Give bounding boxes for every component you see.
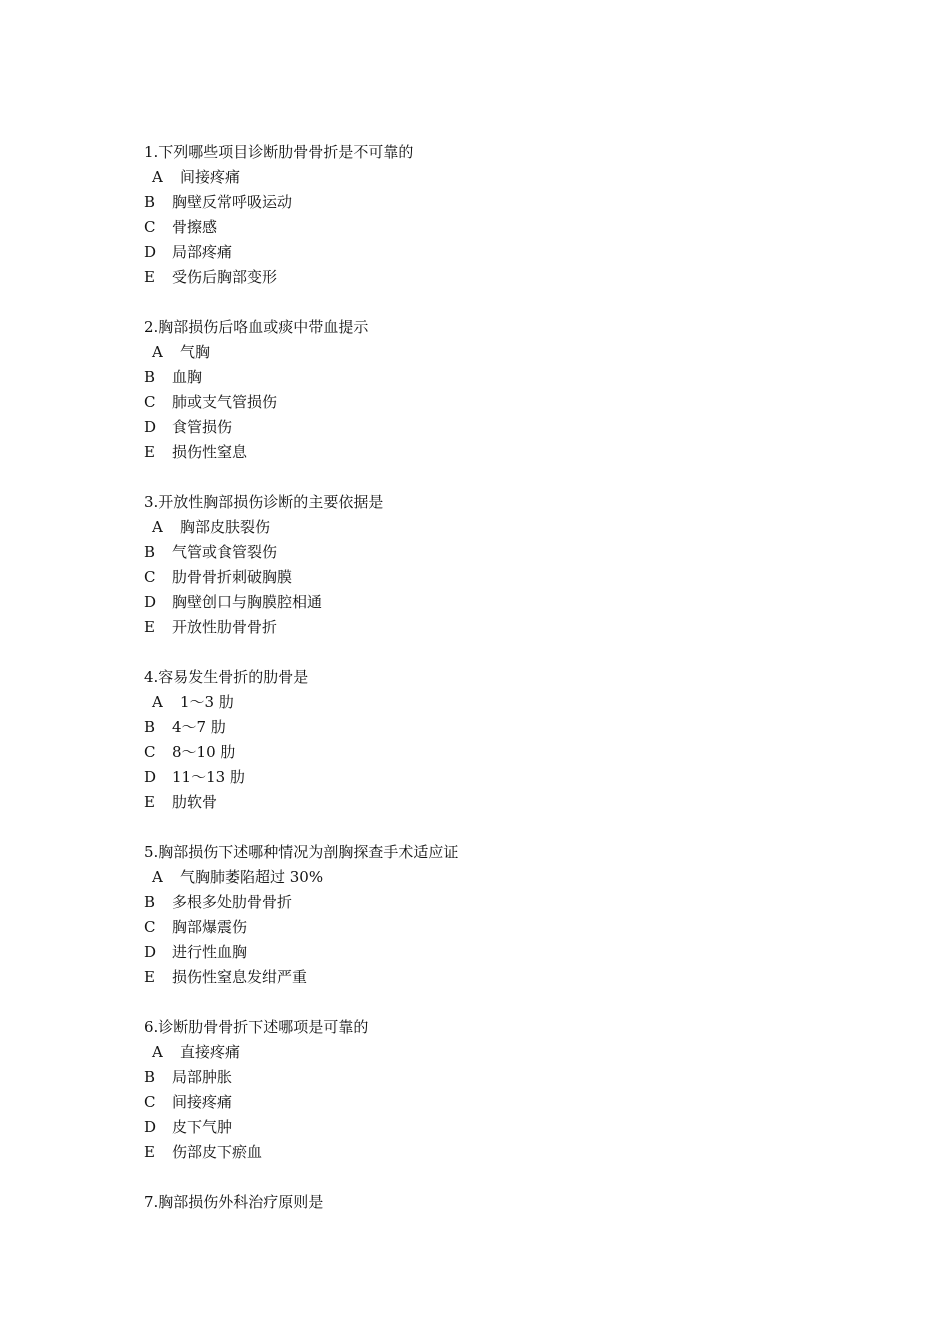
option-letter: B — [144, 368, 156, 386]
option-letter: E — [144, 618, 155, 636]
option-e — [144, 440, 844, 465]
option-text: 伤部皮下瘀血 — [172, 1143, 263, 1161]
option-text: 开放性肋骨骨折 — [172, 618, 278, 636]
option-letter: C — [144, 918, 156, 936]
option-letter: E — [144, 268, 155, 286]
option-text: 局部疼痛 — [172, 243, 233, 261]
question-item — [144, 140, 844, 290]
option-d — [144, 415, 844, 440]
option-text: 间接疼痛 — [172, 1093, 233, 1111]
option-text: 胸部皮肤裂伤 — [180, 518, 271, 536]
option-letter: C — [144, 568, 156, 586]
option-letter: E — [144, 793, 155, 811]
option-e — [144, 615, 844, 640]
question-stem: 5.胸部损伤下述哪种情况为剖胸探查手术适应证 — [144, 843, 459, 861]
option-letter: E — [144, 443, 155, 461]
option-text: 胸部爆震伤 — [172, 918, 248, 936]
option-letter: D — [144, 418, 157, 436]
option-b — [144, 190, 844, 215]
option-letter: D — [144, 243, 157, 261]
option-e — [144, 790, 844, 815]
option-text: 损伤性窒息 — [172, 443, 248, 461]
option-text: 肋骨骨折刺破胸膜 — [172, 568, 293, 586]
option-text: 肋软骨 — [172, 793, 218, 811]
question-item — [144, 1015, 844, 1165]
option-letter: C — [144, 743, 156, 761]
option-text: 4～7 肋 — [172, 718, 226, 736]
option-letter: A — [152, 1043, 163, 1061]
option-b — [144, 890, 844, 915]
option-text: 多根多处肋骨骨折 — [172, 893, 293, 911]
question-item — [144, 1190, 844, 1215]
option-letter: C — [144, 393, 156, 411]
option-text: 胸壁反常呼吸运动 — [172, 193, 293, 211]
option-a — [144, 690, 844, 715]
option-letter: B — [144, 893, 156, 911]
question-stem: 6.诊断肋骨骨折下述哪项是可靠的 — [144, 1018, 369, 1036]
option-text: 胸壁创口与胸膜腔相通 — [172, 593, 323, 611]
option-letter: D — [144, 593, 157, 611]
option-letter: E — [144, 1143, 155, 1161]
question-stem: 2.胸部损伤后咯血或痰中带血提示 — [144, 318, 369, 336]
option-c — [144, 740, 844, 765]
option-c — [144, 215, 844, 240]
option-text: 8～10 肋 — [172, 743, 236, 761]
option-text: 气胸 — [180, 343, 211, 361]
option-letter: D — [144, 1118, 157, 1136]
option-a — [144, 515, 844, 540]
question-item — [144, 840, 844, 990]
option-c — [144, 1090, 844, 1115]
question-item — [144, 665, 844, 815]
option-letter: E — [144, 968, 155, 986]
option-a — [144, 1040, 844, 1065]
question-stem: 1.下列哪些项目诊断肋骨骨折是不可靠的 — [144, 143, 414, 161]
option-text: 气胸肺萎陷超过 30% — [180, 868, 324, 886]
option-letter: B — [144, 1068, 156, 1086]
option-letter: C — [144, 1093, 156, 1111]
option-text: 血胸 — [172, 368, 203, 386]
option-d — [144, 590, 844, 615]
option-text: 1～3 肋 — [180, 693, 234, 711]
question-stem: 3.开放性胸部损伤诊断的主要依据是 — [144, 493, 384, 511]
question-stem: 7.胸部损伤外科治疗原则是 — [144, 1193, 324, 1211]
question-item — [144, 490, 844, 640]
option-text: 气管或食管裂伤 — [172, 543, 278, 561]
option-letter: A — [152, 693, 163, 711]
option-letter: D — [144, 768, 157, 786]
question-stem: 4.容易发生骨折的肋骨是 — [144, 668, 309, 686]
option-letter: B — [144, 543, 156, 561]
option-letter: B — [144, 193, 156, 211]
option-text: 进行性血胸 — [172, 943, 248, 961]
option-c — [144, 915, 844, 940]
option-letter: B — [144, 718, 156, 736]
question-list — [144, 140, 844, 1240]
option-b — [144, 365, 844, 390]
option-letter: A — [152, 343, 163, 361]
option-letter: D — [144, 943, 157, 961]
option-text: 直接疼痛 — [180, 1043, 241, 1061]
option-e — [144, 1140, 844, 1165]
option-d — [144, 240, 844, 265]
option-text: 食管损伤 — [172, 418, 233, 436]
option-d — [144, 1115, 844, 1140]
option-letter: A — [152, 168, 163, 186]
option-b — [144, 1065, 844, 1090]
option-e — [144, 265, 844, 290]
option-text: 皮下气肿 — [172, 1118, 233, 1136]
option-b — [144, 540, 844, 565]
option-letter: A — [152, 518, 163, 536]
option-text: 间接疼痛 — [180, 168, 241, 186]
option-text: 损伤性窒息发绀严重 — [172, 968, 308, 986]
option-text: 受伤后胸部变形 — [172, 268, 278, 286]
option-b — [144, 715, 844, 740]
option-c — [144, 390, 844, 415]
option-a — [144, 165, 844, 190]
option-text: 骨擦感 — [172, 218, 218, 236]
option-letter: C — [144, 218, 156, 236]
option-text: 肺或支气管损伤 — [172, 393, 278, 411]
option-d — [144, 765, 844, 790]
question-item — [144, 315, 844, 465]
option-d — [144, 940, 844, 965]
option-letter: A — [152, 868, 163, 886]
option-a — [144, 340, 844, 365]
option-e — [144, 965, 844, 990]
option-c — [144, 565, 844, 590]
option-text: 局部肿胀 — [172, 1068, 233, 1086]
option-a — [144, 865, 844, 890]
option-text: 11～13 肋 — [172, 768, 245, 786]
